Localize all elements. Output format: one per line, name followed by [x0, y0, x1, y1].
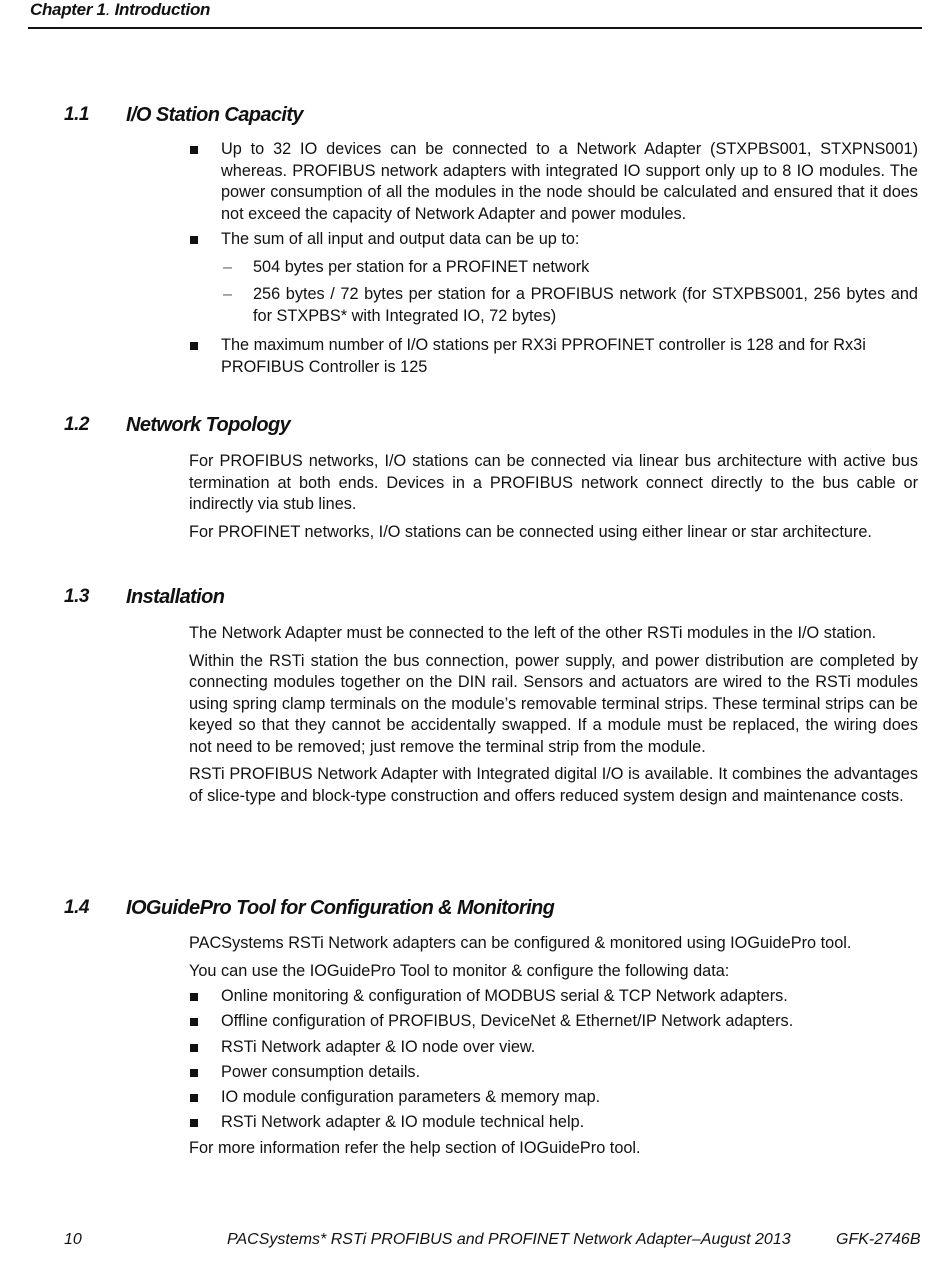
bullet-square-icon [190, 236, 198, 244]
section-1-1-heading [0, 104, 950, 130]
bullet-list [189, 139, 918, 378]
section-1-2-heading [0, 414, 950, 440]
section-number: 1.2 [64, 414, 89, 435]
list-item-text: Power consumption details. [221, 1062, 421, 1081]
section-1-1-body [189, 139, 918, 382]
section-number: 1.3 [64, 586, 89, 607]
bullet-square-icon [190, 146, 198, 154]
bullet-square-icon [190, 1119, 198, 1127]
section-1-3-body [189, 623, 918, 813]
paragraph: For PROFINET networks, I/O stations can be connected using either linear or star architecture. [189, 522, 872, 541]
bullet-square-icon [190, 1044, 198, 1052]
list-item [189, 1087, 918, 1109]
bullet-square-icon [190, 342, 198, 350]
list-item-text: RSTi Network adapter & IO module technical help. [221, 1113, 585, 1132]
sub-list-item-text: 256 bytes / 72 bytes per station for a PROFIBUS network (for STXPBS001, 256 bytes and for STXPBS* with Integrated IO, 72 bytes) [253, 285, 918, 325]
paragraph: Within the RSTi station the bus connection, power supply, and power distribution are completed by connecting modules together on the DIN rail. Sensors and actuators are wired to the RSTi modules using spring clamp terminals on the module’s removable terminal strips. These terminal strips can be keyed so that they cannot be accidentally swapped. If a module must be replaced, the wiring does not need to be removed; just remove the terminal strip from the module. [189, 651, 918, 756]
section-number: 1.4 [64, 897, 89, 918]
chapter-label: Chapter 1 [30, 0, 106, 19]
list-item [189, 1011, 918, 1033]
sub-list-item [189, 284, 918, 327]
list-item [189, 986, 918, 1008]
list-item [189, 1112, 918, 1134]
list-item [189, 139, 918, 225]
dash-icon: – [223, 285, 233, 303]
sub-list [189, 257, 918, 328]
list-item-text: The maximum number of I/O stations per RX3i PPROFINET controller is 128 and for Rx3i PROFIBUS Controller is 125 [221, 336, 866, 376]
list-item-text: Offline configuration of PROFIBUS, DeviceNet & Ethernet/IP Network adapters. [221, 1012, 794, 1031]
section-title: Installation [126, 586, 225, 608]
list-item-text: Online monitoring & configuration of MODBUS serial & TCP Network adapters. [221, 987, 788, 1005]
bullet-square-icon [190, 1094, 198, 1102]
bullet-square-icon [190, 1018, 198, 1026]
chapter-heading [30, 0, 210, 20]
chapter-title: Introduction [110, 0, 211, 19]
page-footer [0, 1231, 950, 1253]
list-item [189, 335, 918, 378]
running-header [28, 0, 922, 29]
document-title: PACSystems* RSTi PROFIBUS and PROFINET Network Adapter–August 2013 [227, 1231, 791, 1248]
document-id: GFK-2746B [836, 1231, 921, 1248]
sub-list-item [189, 257, 918, 279]
section-1-3-heading [0, 586, 950, 612]
list-item [189, 1037, 918, 1059]
list-item-text: IO module configuration parameters & memory map. [221, 1088, 601, 1107]
section-1-2-body [189, 451, 918, 549]
paragraph: RSTi PROFIBUS Network Adapter with Integrated digital I/O is available. It combines the advantages of slice-type and block-type construction and offers reduced system design and maintenance costs. [189, 765, 918, 805]
section-1-4-body [189, 933, 918, 1165]
paragraph: You can use the IOGuidePro Tool to monitor & configure the following data: [189, 961, 730, 980]
list-item [189, 1062, 918, 1084]
section-title: IOGuidePro Tool for Configuration & Monitoring [126, 897, 555, 919]
bullet-list [189, 986, 918, 1134]
sub-list-item-text: 504 bytes per station for a PROFINET network [253, 257, 590, 276]
list-item-text: Up to 32 IO devices can be connected to a Network Adapter (STXPBS001, STXPNS001) whereas. PROFIBUS network adapters with integrated IO support only up to 8 IO modules. The power consumption of all the modules in the node should be calculated and ensured that it does not exceed the capacity of Network Adapter and power modules. [221, 140, 918, 223]
paragraph: For PROFIBUS networks, I/O stations can be connected via linear bus architecture with active bus termination at both ends. Devices in a PROFIBUS network connect directly to the bus cable or indirectly via stub lines. [189, 452, 918, 513]
section-title: I/O Station Capacity [126, 104, 303, 126]
list-item-text: The sum of all input and output data can be up to: [221, 230, 580, 248]
section-number: 1.1 [64, 104, 89, 125]
list-item-text: RSTi Network adapter & IO node over view. [221, 1037, 536, 1056]
dash-icon: – [223, 257, 233, 276]
paragraph: For more information refer the help section of IOGuidePro tool. [189, 1138, 641, 1157]
list-item [189, 229, 918, 327]
paragraph: PACSystems RSTi Network adapters can be configured & monitored using IOGuidePro tool. [189, 934, 852, 952]
chapter-separator: . [105, 0, 111, 19]
bullet-square-icon [190, 1069, 198, 1077]
page-number: 10 [64, 1231, 82, 1248]
section-1-4-heading [0, 897, 950, 923]
paragraph: The Network Adapter must be connected to the left of the other RSTi modules in the I/O station. [189, 624, 877, 642]
section-title: Network Topology [126, 414, 291, 436]
bullet-square-icon [190, 993, 198, 1001]
